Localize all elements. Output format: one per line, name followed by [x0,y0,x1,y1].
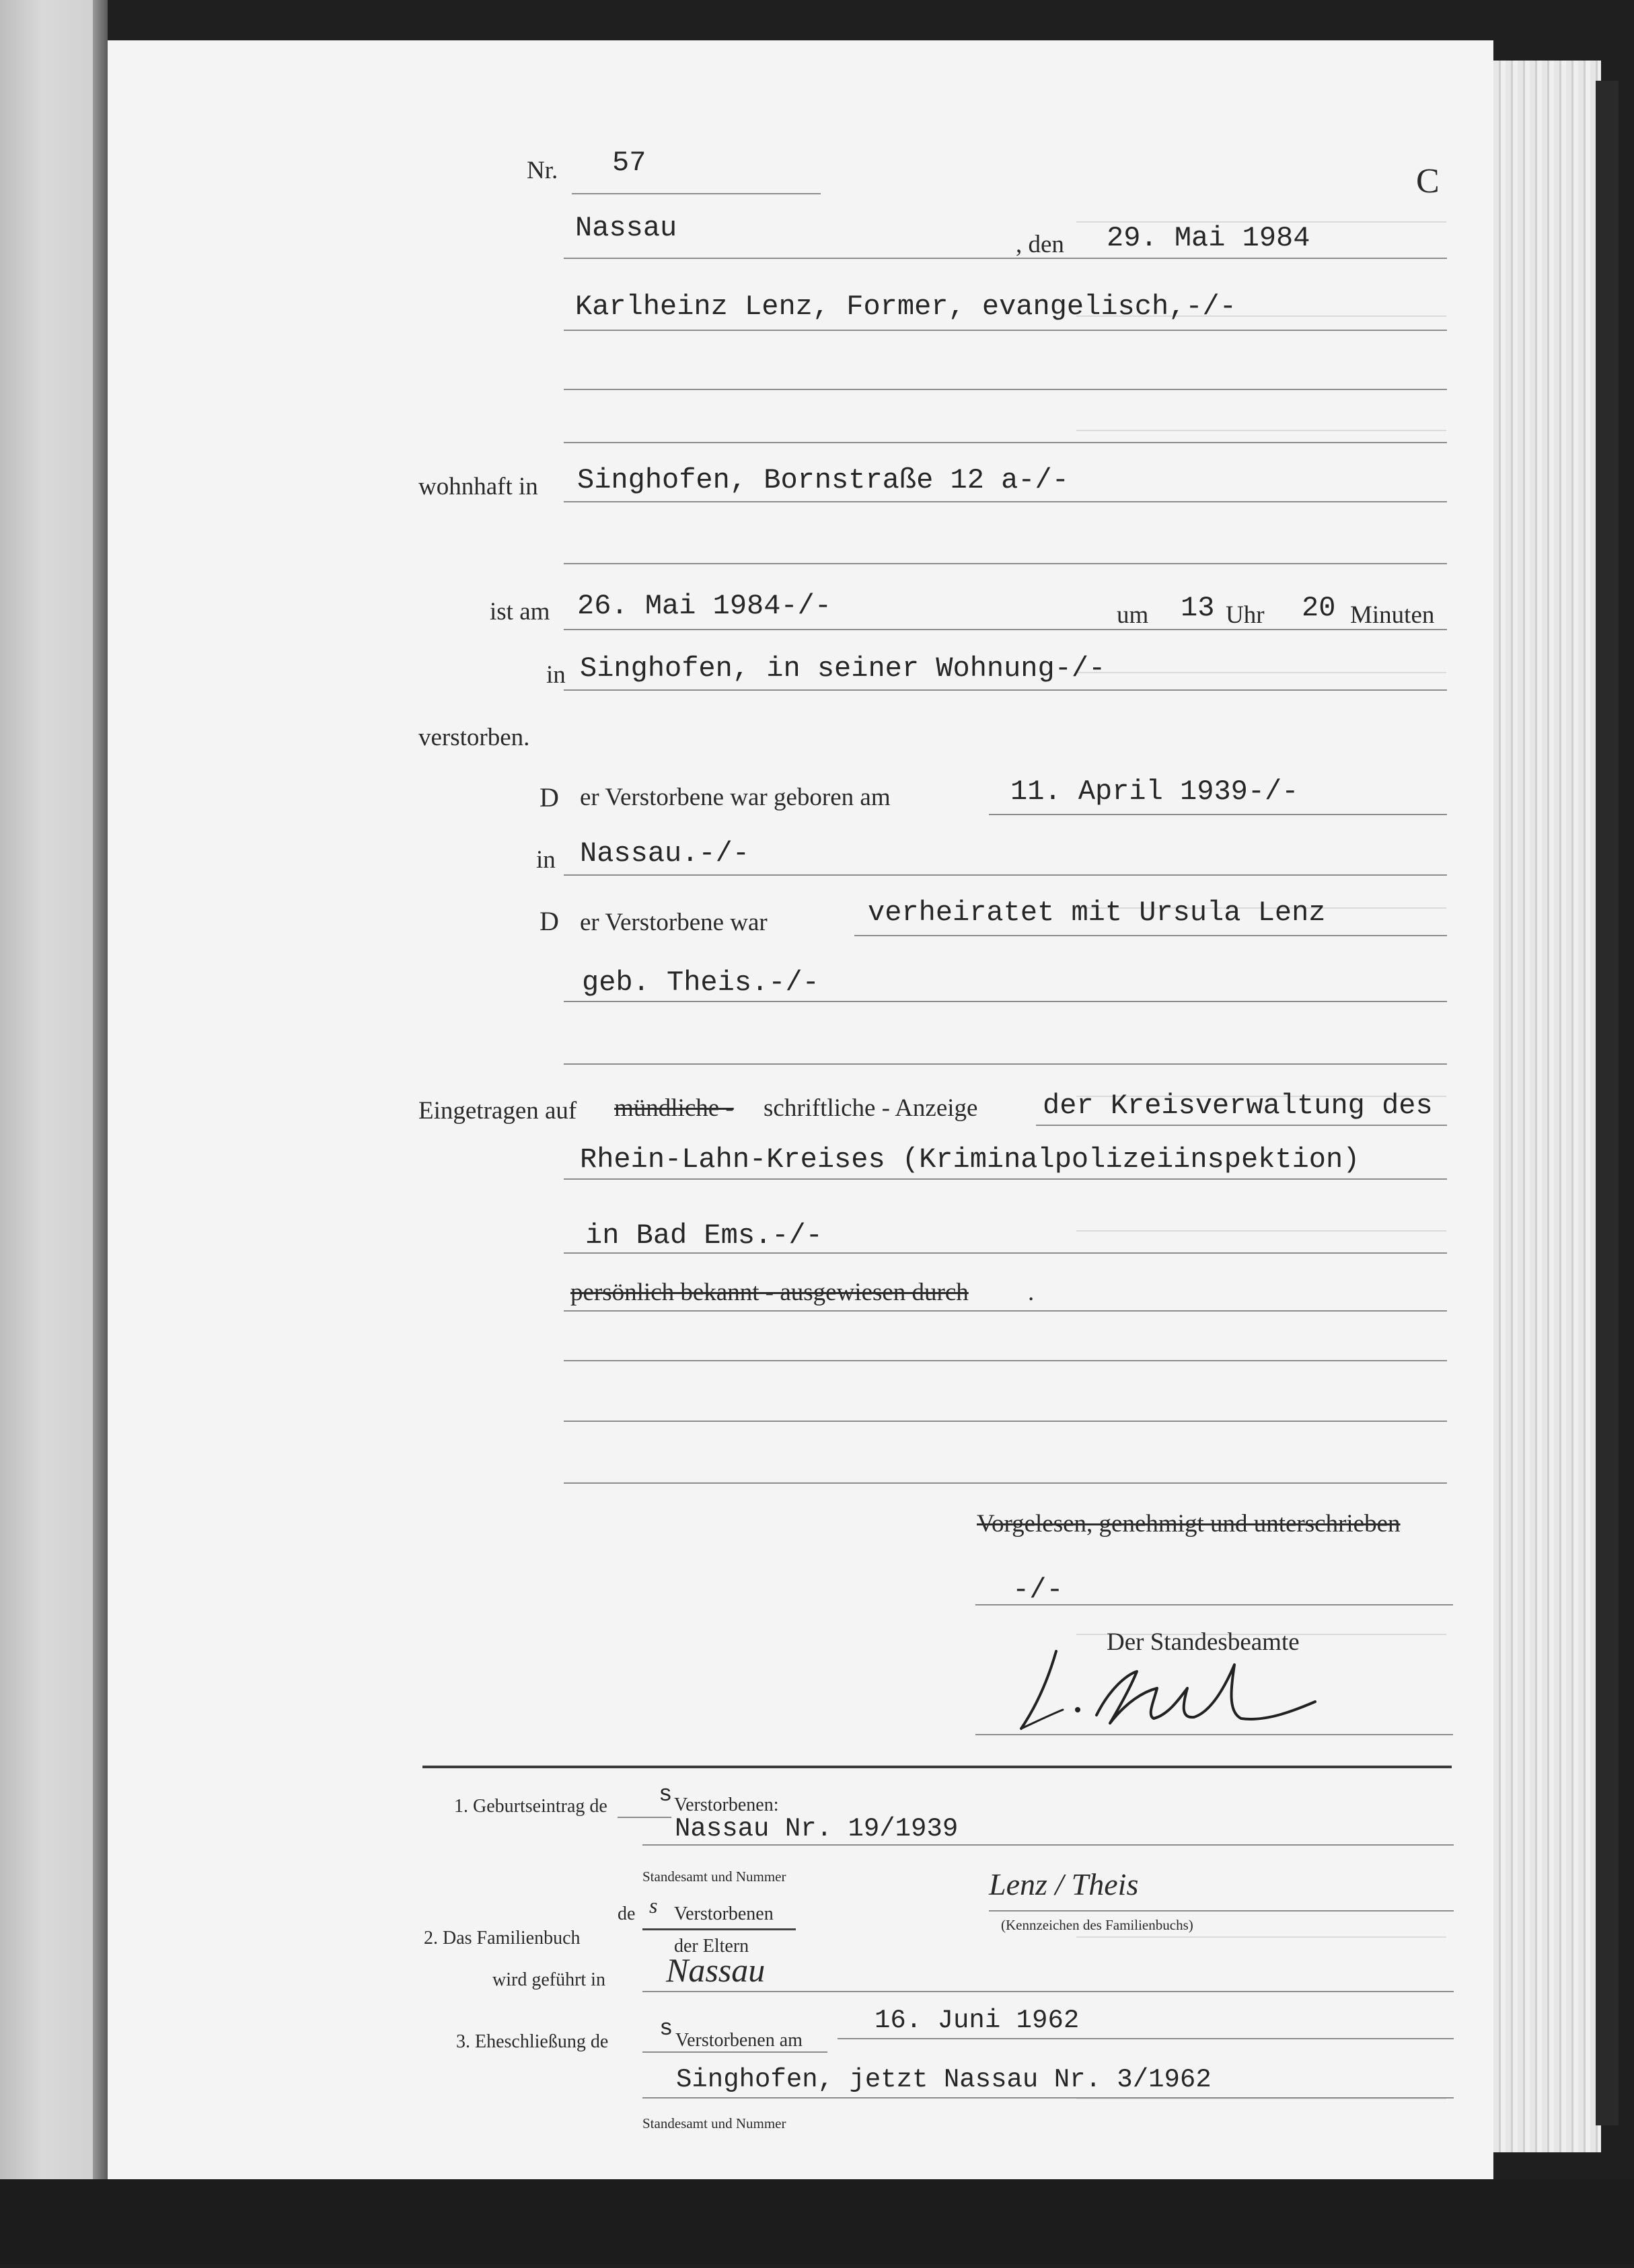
note2-kennzeichen-line [989,1910,1454,1912]
birth-date: 11. April 1939-/- [1010,776,1299,808]
eingetragen-label: Eingetragen auf [418,1097,577,1125]
signature-dash: -/- [1012,1574,1064,1606]
verstorben-label: verstorben. [418,724,530,751]
schriftliche-label: schriftliche - Anzeige [764,1094,978,1122]
married-value-1: verheiratet mit Ursula Lenz [868,897,1326,929]
ist-am-label: ist am [490,598,550,626]
married-value-2: geb. Theis.-/- [582,967,819,999]
note2-s: s [649,1893,658,1918]
note1-s: s [659,1782,673,1808]
form-letter: C [1416,162,1440,200]
vorgelesen-struck: Vorgelesen, genehmigt und unterschrieben [977,1510,1401,1538]
note3-s: s [659,2016,673,2042]
married-label: er Verstorbene war [580,909,768,936]
death-place-line [564,689,1447,691]
standesbeamte-line [975,1734,1453,1735]
person-line-3 [564,442,1447,443]
background-bottom [0,2179,1634,2265]
date: 29. Mai 1984 [1107,222,1310,254]
person-line [564,330,1447,331]
book-spine [0,0,108,2265]
note2-place-line [642,1991,1454,1992]
note2-label-1: 2. Das Familienbuch [424,1928,581,1949]
kennzeichen-label: (Kennzeichen des Familienbuchs) [1001,1917,1193,1933]
birth-place: Nassau.-/- [580,837,750,870]
note1-de-line [618,1817,671,1818]
death-date: 26. Mai 1984-/- [577,590,832,622]
in-label: in [546,661,566,689]
book-gutter [93,0,108,2265]
blank-line-1 [564,1360,1447,1361]
anzeige-line-2 [564,1178,1447,1180]
um-label: um [1117,601,1149,629]
birth-in-label: in [536,846,556,874]
section-divider [422,1766,1452,1768]
note2-de: de [618,1903,636,1924]
anzeige-3: in Bad Ems.-/- [585,1219,823,1252]
note1-line [642,1844,1454,1846]
note3-suffix-line [642,2051,827,2053]
note3-value-line [642,2097,1454,2099]
nr-value: 57 [612,147,646,179]
note2-choice-line [642,1928,796,1930]
note2-verstorbenen: Verstorbenen [674,1903,774,1924]
wohnhaft-value: Singhofen, Bornstraße 12 a-/- [577,464,1069,496]
anzeige-1: der Kreisverwaltung des [1043,1090,1433,1122]
place-line [564,258,1447,259]
anzeige-line-1 [1036,1125,1447,1126]
note3-date-line [838,2038,1454,2039]
nr-line [572,193,821,194]
hour: 13 [1181,592,1215,624]
note3-value: Singhofen, jetzt Nassau Nr. 3/1962 [676,2065,1212,2094]
note1-suffix: Verstorbenen: [674,1794,779,1815]
standesamt-label-2: Standesamt und Nummer [642,2115,786,2131]
married-line [854,935,1447,936]
born-initial: D [540,782,559,812]
minutes: 20 [1302,592,1336,624]
wohnhaft-line [564,501,1447,502]
signature-line [975,1604,1453,1605]
den-label: , den [1016,231,1064,258]
persoenlich-dot: . [1028,1279,1035,1306]
married-line-3 [564,1063,1447,1065]
note3-label: 3. Eheschließung de [456,2031,609,2052]
note3-date: 16. Juni 1962 [875,2006,1080,2035]
note1-label: 1. Geburtseintrag de [454,1796,607,1817]
standesamt-label-1: Standesamt und Nummer [642,1868,786,1885]
birth-date-line [989,814,1447,815]
death-place: Singhofen, in seiner Wohnung-/- [580,652,1106,685]
minuten-label: Minuten [1350,601,1435,629]
death-date-line [564,629,1447,630]
muendliche-struck: mündliche - [614,1094,734,1122]
uhr-label: Uhr [1226,601,1265,629]
note2-place: Nassau [666,1951,766,1989]
blank-line-3 [564,1482,1447,1484]
anzeige-line-3 [564,1252,1447,1254]
anzeige-2: Rhein-Lahn-Kreises (Kriminalpolizeiinspektion) [580,1143,1360,1176]
page-edges-shadow [1596,81,1619,2125]
born-label: er Verstorbene war geboren am [580,784,891,811]
standesbeamte-label: Der Standesbeamte [1107,1628,1300,1656]
place: Nassau [575,212,677,244]
wohnhaft-label: wohnhaft in [418,473,538,500]
nr-label: Nr. [527,157,558,184]
note2-eltern: der Eltern [674,1936,749,1957]
note3-suffix: Verstorbenen am [675,2030,803,2051]
note2-label-2: wird geführt in [492,1969,605,1990]
birth-place-line [564,874,1447,876]
married-line-2 [564,1001,1447,1002]
page-edges [1493,61,1601,2152]
wohnhaft-line-2 [564,563,1447,564]
persoenlich-line [564,1310,1447,1312]
blank-line-2 [564,1421,1447,1422]
persoenlich-struck: persönlich bekannt - ausgewiesen durch [570,1279,969,1306]
standesbeamte-signature [1009,1648,1332,1735]
note2-kennzeichen: Lenz / Theis [989,1867,1139,1901]
note1-value: Nassau Nr. 19/1939 [675,1814,959,1844]
married-initial: D [540,906,559,936]
person-line-2 [564,389,1447,390]
person: Karlheinz Lenz, Former, evangelisch,-/- [575,291,1236,323]
